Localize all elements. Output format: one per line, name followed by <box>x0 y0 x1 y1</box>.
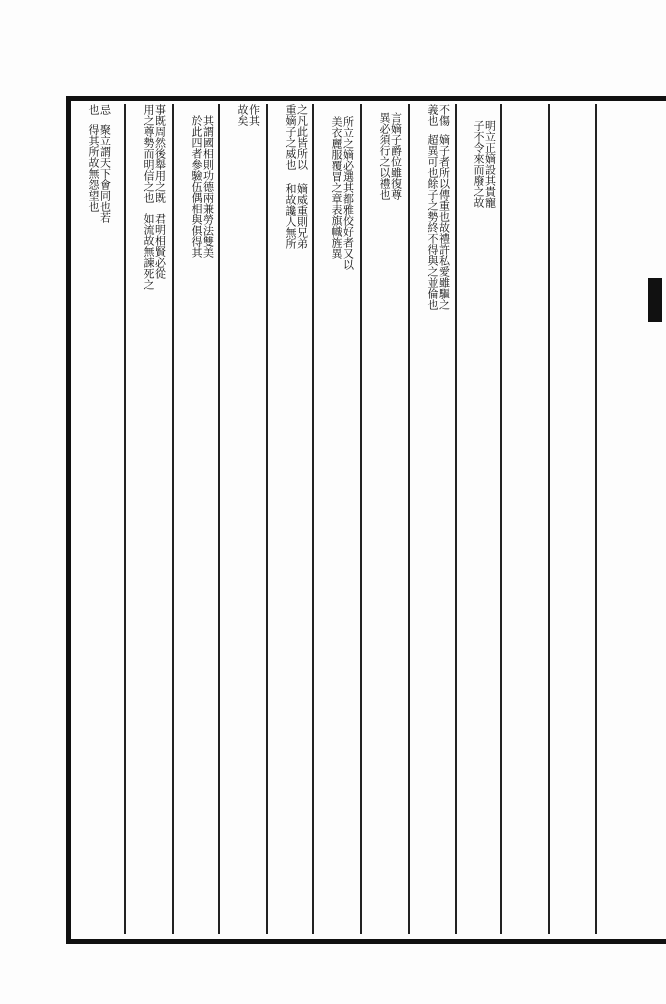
column-rule <box>124 104 126 934</box>
commentary-line: 義也 <box>426 104 439 126</box>
commentary-double-line <box>190 115 213 258</box>
commentary-double-line <box>472 120 495 208</box>
text-column-4 <box>458 104 510 938</box>
commentary-line: 言嫡子爵位雖復尊 <box>389 112 403 200</box>
text-column-7 <box>316 104 368 938</box>
commentary-line: 不傷 <box>437 104 451 126</box>
commentary-line: 嫡子者所以傳重也故禮許私愛雖驅之 <box>437 134 451 310</box>
text-column-5 <box>412 104 464 938</box>
commentary-line: 重嫡子之威也 <box>284 104 297 170</box>
commentary-double-line <box>142 104 165 203</box>
text-column-8 <box>270 104 322 938</box>
commentary-line: 故矣 <box>236 104 249 126</box>
commentary-line: 得其所故無怨望也 <box>87 124 100 212</box>
commentary-line: 美衣麗服覆冒之章表旗幟旌異 <box>330 116 343 259</box>
text-column-3 <box>505 104 557 938</box>
commentary-line: 明立正嫡設其貴寵 <box>483 120 497 208</box>
commentary-line: 異必須行之以禮也 <box>378 112 391 200</box>
commentary-line: 其謂國相則功德兩兼勞法雙美 <box>201 115 215 258</box>
commentary-line: 用之尊勢而明信之也 <box>142 104 155 203</box>
text-column-12 <box>76 104 122 938</box>
commentary-line: 所立之嫡必選其都雅佼好者又以 <box>341 116 355 270</box>
commentary-line: 超異可也餘子之勢終不得與之並倫也 <box>426 134 439 310</box>
text-column-11 <box>128 104 180 938</box>
text-column-2 <box>552 104 604 938</box>
commentary-double-line <box>87 124 110 223</box>
commentary-line: 君明相賢必從 <box>153 213 167 279</box>
commentary-double-line <box>378 112 401 200</box>
commentary-line: 也 <box>87 104 100 115</box>
commentary-line: 之凡此皆所以 <box>295 104 309 170</box>
commentary-double-line <box>142 213 165 290</box>
commentary-line: 聚立謂天下會同也若 <box>98 124 112 223</box>
commentary-double-line <box>284 104 307 170</box>
text-column-10 <box>176 104 228 938</box>
commentary-line: 和故讒人無所 <box>284 183 297 249</box>
text-column-6 <box>364 104 416 938</box>
commentary-double-line <box>236 104 259 126</box>
commentary-line: 嫡威重則兄弟 <box>295 183 309 249</box>
commentary-line: 事既周然後舉用之既 <box>153 104 167 203</box>
commentary-line: 作其 <box>247 104 261 126</box>
commentary-double-line <box>426 134 449 310</box>
commentary-line: 如流故無諫死之 <box>142 213 155 290</box>
commentary-double-line <box>330 116 353 270</box>
commentary-double-line <box>284 183 307 249</box>
commentary-line: 忌 <box>98 104 112 115</box>
text-column-9 <box>222 104 274 938</box>
commentary-double-line <box>87 104 110 115</box>
commentary-double-line <box>426 104 449 126</box>
commentary-line: 子不令來而廢之故 <box>472 120 485 208</box>
commentary-line: 於此四者參驗伍偶相與俱得其 <box>190 115 203 258</box>
text-column-1 <box>600 104 652 938</box>
